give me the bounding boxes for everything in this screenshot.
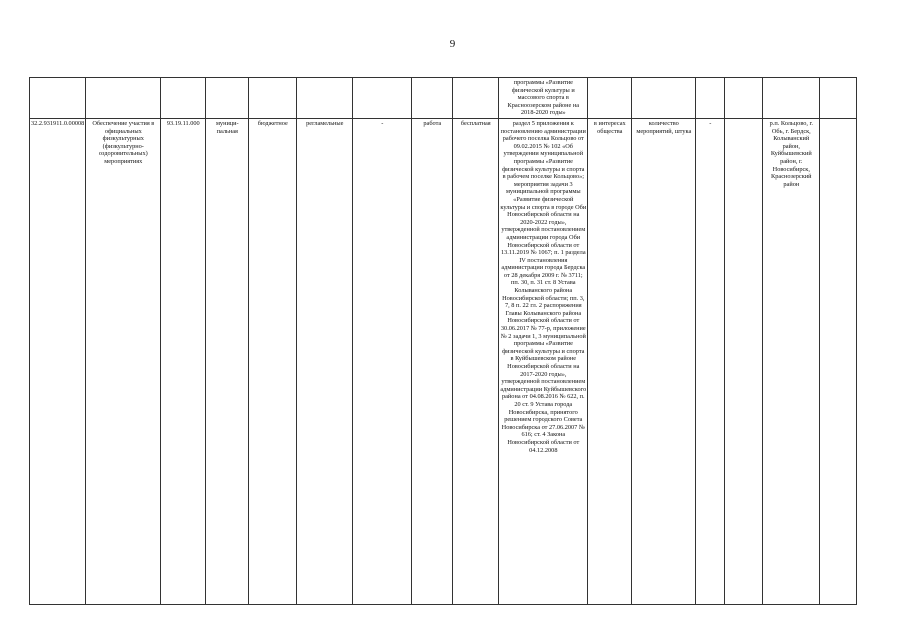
cell-purpose [588, 78, 632, 119]
cell-col7 [353, 78, 412, 119]
cell-col5 [249, 78, 297, 119]
page-number: 9 [449, 38, 456, 50]
table-row-continuation [30, 78, 857, 119]
cell-col9 [453, 78, 499, 119]
cell-code: 32.2.931911.0.00008 [30, 119, 86, 605]
cell-col9: бесплатная [453, 119, 499, 605]
cell-col6: регламельные [297, 119, 353, 605]
cell-territory: р.п. Кольцово, г. Обь, г. Бердск, Колыванский район, Куйбышевский район, г. Новосибирск, Краснозерский район [763, 119, 820, 605]
cell-basis: раздел 5 приложения к постановлению администрации рабочего поселка Кольцово от 09.02.2015 № 102 «Об утверждении муниципальной программы «Развитие физической культуры и спорта в рабочем поселке Кольцово»; мероприятия задачи 3 муниципальной программы «Развитие физической культуры и спорта в городе Оби Новосибирской области на 2020-2022 годы», утвержденной постановлением администрации города Оби Новосибирской области от 13.11.2019 № 1067; п. 1 раздела IV постановления администрации города Бердска от 28 декабря 2009 г. № 3711; пп. 30, п. 31 ст. 8 Устава Колыванского района Новосибирской области; пп. 3, 7, 8 п. 22 гл. 2 распоряжения Главы Колыванского района Новосибирской области от 30.06.2017 № 77-р, приложение № 2 задачи 1, 3 муниципальной программы «Развитие физической культуры и спорта в Куйбышевском районе Новосибирской области на 2017-2020 годы», утвержденной постановлением администрации Куйбышевского района от 04.08.2016 № 622, п. 20 ст. 9 Устава города Новосибирска, принятого решением городского Совета Новосибирска от 27.06.2007 № 616; ст. 4 Закона Новосибирской области от 04.12.2008 [499, 119, 588, 605]
cell-col14 [725, 119, 763, 605]
table-row-main [30, 119, 857, 605]
cell-col5: бюджетное [249, 119, 297, 605]
cell-col14 [725, 78, 763, 119]
cell-col16 [820, 119, 857, 605]
cell-name [86, 78, 161, 119]
cell-okved [161, 78, 206, 119]
cell-col8 [412, 78, 453, 119]
cell-measure [632, 78, 696, 119]
registry-table [29, 77, 857, 605]
cell-okved: 93.19.11.000 [161, 119, 206, 605]
cell-measure: количество мероприятий, штука [632, 119, 696, 605]
cell-col4: муници-пальная [206, 119, 249, 605]
cell-purpose: в интересах общества [588, 119, 632, 605]
cell-col6 [297, 78, 353, 119]
cell-col7: - [353, 119, 412, 605]
cell-col8: работа [412, 119, 453, 605]
cell-col4 [206, 78, 249, 119]
cell-col13 [696, 78, 725, 119]
cell-code [30, 78, 86, 119]
cell-territory [763, 78, 820, 119]
cell-basis: программы «Развитие физической культуры и массового спорта в Красноозерском районе на 2018-2020 годы» [499, 78, 588, 119]
cell-col16 [820, 78, 857, 119]
cell-col13: - [696, 119, 725, 605]
cell-name: Обеспечение участия в официальных физкультурных (физкультурно-оздоровительных) мероприятиях [86, 119, 161, 605]
